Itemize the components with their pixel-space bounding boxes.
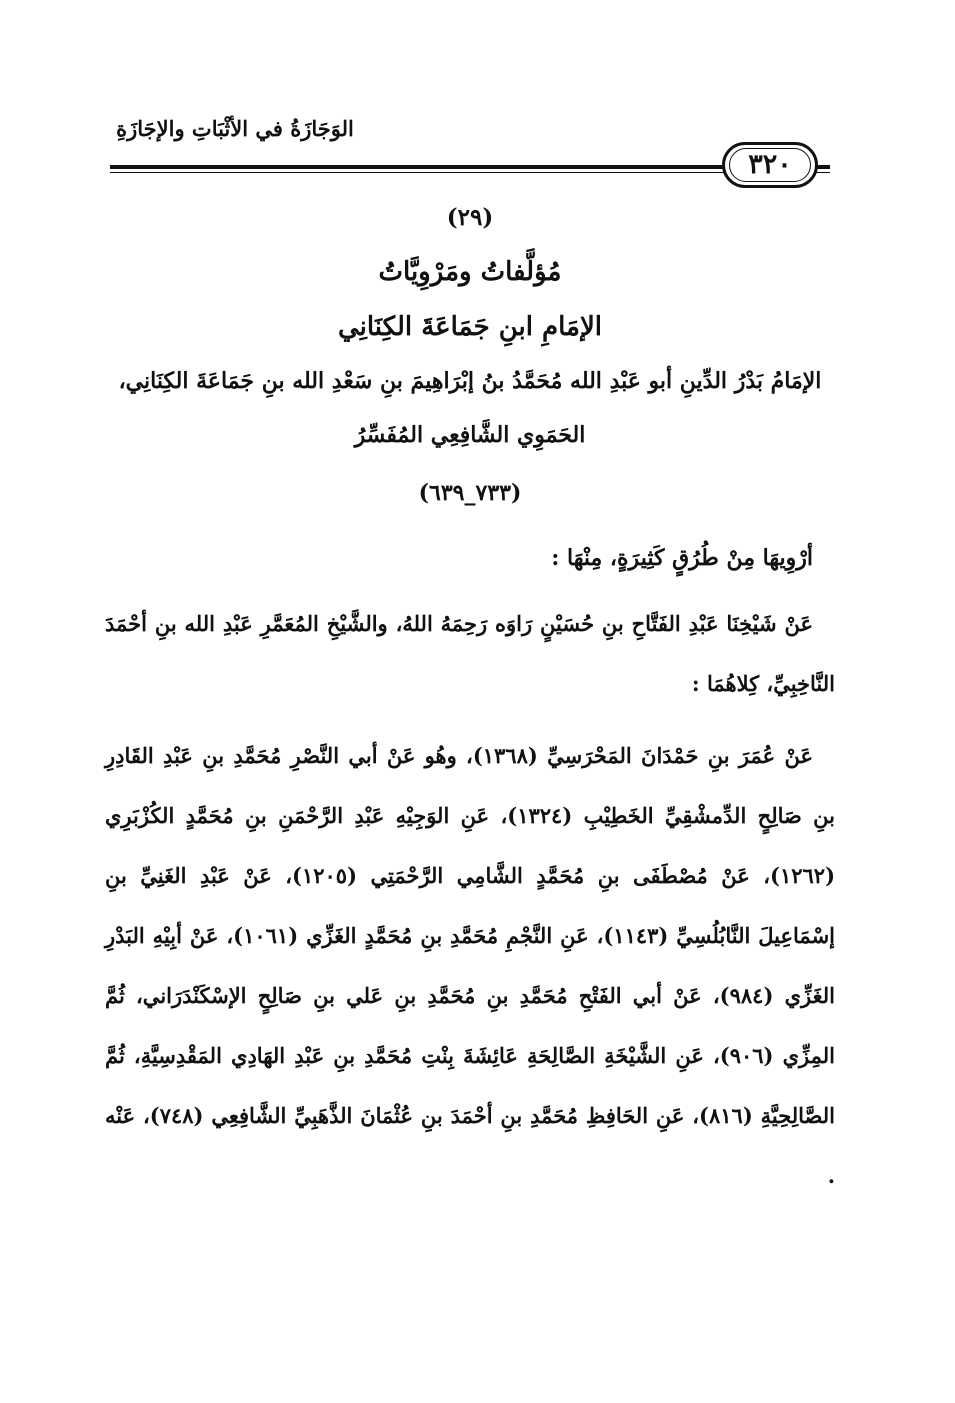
full-name-line-1: الإمَامُ بَدْرُ الدِّينِ أبو عَبْدِ الله مُحَمَّدُ بنُ إبْرَاهِيمَ بنِ سَعْدِ الله بنِ جَمَاعَةَ الكِنَانِي،	[118, 368, 822, 394]
page-number-badge	[722, 142, 818, 188]
intro-line: أرْوِيهَا مِنْ طُرُقٍ كَثِيرَةٍ، مِنْهَا :	[551, 545, 813, 571]
full-name-line-2: الحَمَوِي الشَّافِعِي المُفَسِّرُ	[354, 422, 586, 448]
page-content	[105, 198, 835, 1206]
entry-number: (٢٩)	[446, 204, 494, 231]
lifespan-dates: (٧٣٣_٦٣٩)	[418, 480, 522, 506]
entry-subheading: الإمَامِ ابنِ جَمَاعَةَ الكِنَانِي	[337, 312, 603, 342]
header-rule-thin	[110, 172, 830, 173]
running-title: الوَجَازَةُ في الأثْبَاتِ والإجَازَةِ	[116, 116, 354, 141]
page-number: ٣٢٠	[748, 149, 792, 180]
page-header	[0, 0, 955, 200]
paragraph-2: عَنْ عُمَرَ بنِ حَمْدَانَ المَحْرَسِيِّ (١٣٦٨)، وهُو عَنْ أبي النَّصْرِ مُحَمَّدِ بنِ عَبْدِ القَادِرِ بنِ صَالِحٍ الدِّمشْقِيِّ الخَطِيْبِ (١٣٢٤)، عَنِ الوَجِيْهِ عَبْدِ الرَّحْمَنِ بنِ مُحَمَّدٍ الكُزْبَرِي (١٢٦٢)، عَنْ مُصْطَفَى بنِ مُحَمَّدٍ الشَّامِي الرَّحْمَتِي (١٢٠٥)، عَنْ عَبْدِ الغَنِيِّ بنِ إسْمَاعِيلَ النَّابُلُسِيِّ (١١٤٣)، عَنِ النَّجْمِ مُحَمَّدِ بنِ مُحَمَّدٍ الغَزِّي (١٠٦١)، عَنْ أبِيْهِ البَدْرِ الغَزِّي (٩٨٤)، عَنْ أبي الفَتْحِ مُحَمَّدِ بنِ مُحَمَّدِ بنِ عَلي بنِ صَالِحٍ الإسْكَنْدَرَاني، ثُمَّ المِزِّي (٩٠٦)، عَنِ الشَّيْخَةِ الصَّالِحَةِ عَائِشَةَ بِنْتِ مُحَمَّدِ بنِ عَبْدِ الهَادِي المَقْدِسِيَّةِ، ثُمَّ الصَّالِحِيَّةِ (٨١٦)، عَنِ الحَافِظِ مُحَمَّدِ بنِ أحْمَدَ بنِ عُثْمَانَ الذَّهَبِيِّ الشَّافِعِي (٧٤٨)، عَنْه .	[105, 743, 835, 1188]
entry-heading: مُؤلَّفاتُ ومَرْوِيَّاتُ	[378, 257, 562, 287]
paragraph-1: عَنْ شَيْخِنَا عَبْدِ الفَتَّاحِ بنِ حُسَيْنٍ رَاوَه رَحِمَهُ اللهُ، والشَّيْخِ المُعَمَّرِ عَبْدِ الله بنِ أحْمَدَ النَّاخِبِيِّ، كِلاهُمَا :	[105, 611, 835, 696]
